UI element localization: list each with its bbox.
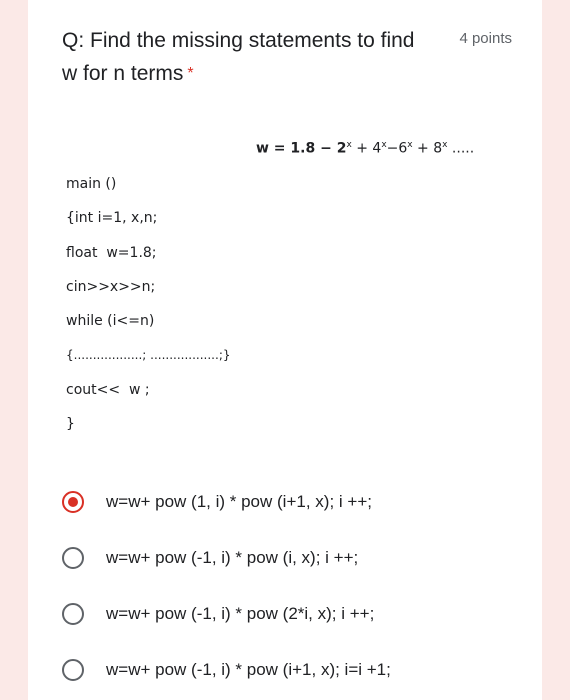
radio-button[interactable] xyxy=(62,659,84,681)
formula xyxy=(256,140,474,157)
code-line: main () xyxy=(66,176,117,192)
formula-exp-3: x xyxy=(407,140,413,150)
option-1[interactable] xyxy=(62,474,391,530)
formula-exp-4: x xyxy=(442,140,448,150)
code-line: {int i=1, x,n; xyxy=(66,210,158,227)
code-line: cout<< w ; xyxy=(66,381,150,398)
radio-button[interactable] xyxy=(62,603,84,625)
points-label: 4 points xyxy=(459,30,512,47)
required-asterisk: * xyxy=(187,65,194,82)
option-label: w=w+ pow (1, i) * pow (i+1, x); i ++; xyxy=(106,492,372,511)
radio-button[interactable] xyxy=(62,547,84,569)
option-2[interactable] xyxy=(62,530,391,586)
option-4[interactable] xyxy=(62,642,391,698)
option-label: w=w+ pow (-1, i) * pow (2*i, x); i ++; xyxy=(106,604,375,623)
code-line-blanks: {..................; ..................;} xyxy=(66,348,231,363)
answer-options xyxy=(62,474,391,698)
formula-exp-1: x xyxy=(346,140,352,150)
formula-lhs: w xyxy=(256,140,269,157)
code-line: while (i<=n) xyxy=(66,313,155,330)
option-label: w=w+ pow (-1, i) * pow (i+1, x); i=i +1; xyxy=(106,660,391,679)
radio-button-selected[interactable] xyxy=(62,491,84,513)
option-label: w=w+ pow (-1, i) * pow (i, x); i ++; xyxy=(106,548,359,567)
question-text: Q: Find the missing statements to find w for n terms xyxy=(62,29,415,85)
formula-tail: ..... xyxy=(447,140,475,157)
code-block xyxy=(66,172,231,446)
question-title xyxy=(62,24,422,90)
question-card xyxy=(28,0,542,700)
formula-part-3: −6 xyxy=(386,140,408,157)
code-line: float w=1.8; xyxy=(66,244,157,261)
formula-exp-2: x xyxy=(381,140,387,150)
code-line: } xyxy=(66,416,75,433)
formula-part-1: = 1.8 − 2 xyxy=(268,140,347,157)
formula-part-2: + 4 xyxy=(351,140,382,157)
option-3[interactable] xyxy=(62,586,391,642)
code-line: cin>>x>>n; xyxy=(66,278,156,295)
formula-part-4: + 8 xyxy=(412,140,443,157)
